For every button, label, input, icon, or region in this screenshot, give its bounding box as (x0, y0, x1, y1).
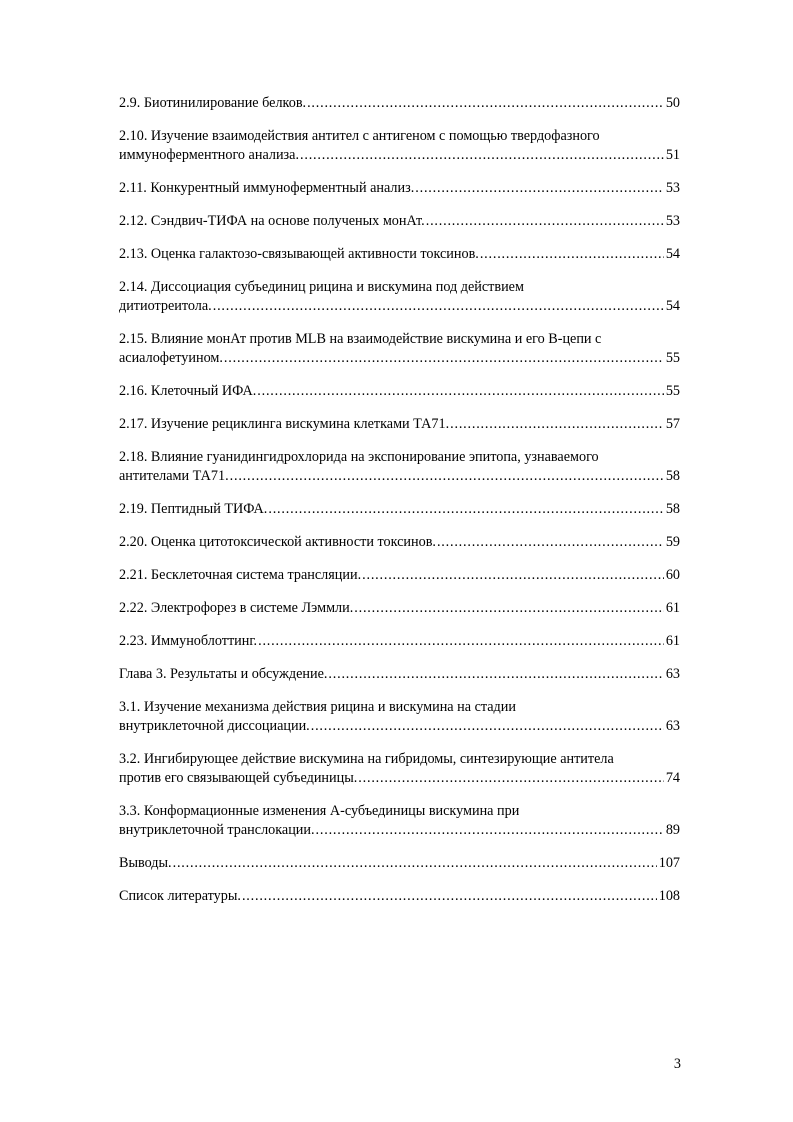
toc-entry-leader-line (119, 468, 680, 485)
dot-leader (268, 501, 663, 518)
dot-leader (426, 213, 664, 230)
dot-leader (415, 180, 664, 197)
toc-entry-leader-line (119, 567, 680, 584)
dot-leader (257, 383, 664, 400)
dot-leader (213, 298, 664, 315)
dot-leader (258, 633, 664, 650)
toc-entry-page-number: 60 (665, 567, 680, 583)
toc-entry-leader-line (119, 416, 680, 433)
toc-entry-leader-line (119, 180, 680, 197)
toc-entry-page-number: 63 (665, 666, 680, 682)
toc-entry-page-number: 51 (665, 147, 680, 163)
toc-entry (119, 803, 680, 839)
toc-entry-title: 2.13. Оценка галактозо-связывающей активности токсинов. (119, 246, 479, 262)
toc-entry (119, 633, 680, 650)
toc-entry-page-number: 54 (665, 298, 680, 314)
dot-leader (437, 534, 664, 551)
dot-leader (307, 95, 664, 112)
toc-entry-title: 2.20. Оценка цитотоксической активности токсинов. (119, 534, 436, 550)
toc-entry-leader-line (119, 822, 680, 839)
toc-entry-title-line: 2.15. Влияние монАт против MLB на взаимодействие вискумина и его B-цепи с (119, 331, 602, 347)
toc-entry-leader-line (119, 534, 680, 551)
dot-leader (300, 147, 664, 164)
toc-entry-title: 2.11. Конкурентный иммуноферментный анализ. (119, 180, 415, 196)
dot-leader (480, 246, 664, 263)
toc-entry-leader-line (119, 855, 680, 872)
toc-entry-title: 2.16. Клеточный ИФА. (119, 383, 257, 399)
toc-entry-title-line: 2.18. Влияние гуанидингидрохлорида на экспонирование эпитопа, узнаваемого (119, 449, 599, 465)
toc-entry-title: 2.19. Пептидный ТИФА. (119, 501, 268, 517)
toc-entry (119, 751, 680, 787)
toc-entry (119, 128, 680, 164)
toc-entry (119, 416, 680, 433)
toc-entry-title-line: 2.14. Диссоциация субъединиц рицина и вискумина под действием (119, 279, 524, 295)
toc-entry (119, 666, 680, 683)
dot-leader (354, 600, 664, 617)
toc-entry (119, 534, 680, 551)
dot-leader (450, 416, 664, 433)
toc-entry (119, 331, 680, 367)
toc-entry-title: 2.9. Биотинилирование белков. (119, 95, 307, 111)
toc-entry-page-number: 74 (665, 770, 680, 786)
toc-entry-title: против его связывающей субъединицы. (119, 770, 358, 786)
toc-entry-leader-line (119, 383, 680, 400)
toc-entry-leader-line (119, 770, 680, 787)
toc-entry-leader-line (119, 718, 680, 735)
dot-leader (242, 888, 657, 905)
toc-entry-leader-line (119, 147, 680, 164)
toc-entry (119, 855, 680, 872)
toc-entry-title: 2.17. Изучение рециклинга вискумина клетками ТА71. (119, 416, 450, 432)
page-number: 3 (673, 1056, 681, 1072)
toc-entry-leader-line (119, 501, 680, 518)
toc-entry-page-number: 58 (665, 501, 680, 517)
toc-entry (119, 501, 680, 518)
toc-entry-page-number: 61 (665, 633, 680, 649)
toc-entry-leader-line (119, 888, 680, 905)
toc-entry-leader-line (119, 350, 680, 367)
toc-entry-title: антителами ТА71. (119, 468, 229, 484)
toc-entry-title: дитиотреитола. (119, 298, 212, 314)
toc-entry-title-line: 2.10. Изучение взаимодействия антител с антигеном с помощью твердофазного (119, 128, 600, 144)
toc-entry (119, 95, 680, 112)
toc-entry-leader-line (119, 95, 680, 112)
toc-entry (119, 246, 680, 263)
toc-entry-page-number: 58 (665, 468, 680, 484)
toc-entry (119, 383, 680, 400)
toc-entry-page-number: 54 (665, 246, 680, 262)
toc-entry (119, 699, 680, 735)
toc-entry-title: внутриклеточной транслокации. (119, 822, 315, 838)
dot-leader (362, 567, 664, 584)
toc-entry-page-number: 108 (658, 888, 680, 904)
dot-leader (316, 822, 664, 839)
dot-leader (224, 350, 664, 367)
toc-entry-leader-line (119, 213, 680, 230)
toc-entry-page-number: 107 (658, 855, 680, 871)
toc-entry-title: иммуноферментного анализа. (119, 147, 299, 163)
toc-entry-leader-line (119, 246, 680, 263)
toc-entry-title: внутриклеточной диссоциации. (119, 718, 310, 734)
toc-entry-title: Выводы. (119, 855, 172, 871)
toc-entry-page-number: 63 (665, 718, 680, 734)
toc-entry-leader-line (119, 666, 680, 683)
toc-entry-title-line: 3.2. Ингибирующее действие вискумина на гибридомы, синтезирующие антитела (119, 751, 614, 767)
toc-entry (119, 888, 680, 905)
toc-entry-title: 2.12. Сэндвич-ТИФА на основе полученых монАт. (119, 213, 425, 229)
toc-entry-page-number: 61 (665, 600, 680, 616)
toc-entry-leader-line (119, 600, 680, 617)
toc-entry (119, 600, 680, 617)
toc-entry-page-number: 59 (665, 534, 680, 550)
toc-entry-page-number: 89 (665, 822, 680, 838)
toc-entry-page-number: 50 (665, 95, 680, 111)
dot-leader (328, 666, 663, 683)
toc-entry-title: Глава 3. Результаты и обсуждение. (119, 666, 328, 682)
toc-entry (119, 449, 680, 485)
dot-leader (230, 468, 664, 485)
toc-entry-page-number: 55 (665, 350, 680, 366)
toc-entry-page-number: 55 (665, 383, 680, 399)
toc-entry-title: 2.21. Бесклеточная система трансляции. (119, 567, 362, 583)
toc-entry-title: 2.23. Иммуноблоттинг. (119, 633, 258, 649)
toc-entry-leader-line (119, 298, 680, 315)
toc-entry-title: 2.22. Электрофорез в системе Лэммли. (119, 600, 354, 616)
toc-entry (119, 279, 680, 315)
toc-entry-page-number: 57 (665, 416, 680, 432)
toc-entry-title-line: 3.3. Конформационные изменения А-субъединицы вискумина при (119, 803, 520, 819)
toc-entry (119, 213, 680, 230)
toc-entry-page-number: 53 (665, 213, 680, 229)
toc-entry-leader-line (119, 633, 680, 650)
toc-entry-title-line: 3.1. Изучение механизма действия рицина и вискумина на стадии (119, 699, 516, 715)
table-of-contents (119, 95, 680, 921)
toc-entry (119, 567, 680, 584)
dot-leader (173, 855, 657, 872)
toc-entry-title: асиалофетуином. (119, 350, 223, 366)
dot-leader (311, 718, 664, 735)
toc-entry-title: Список литературы. (119, 888, 241, 904)
toc-entry (119, 180, 680, 197)
dot-leader (358, 770, 664, 787)
toc-entry-page-number: 53 (665, 180, 680, 196)
